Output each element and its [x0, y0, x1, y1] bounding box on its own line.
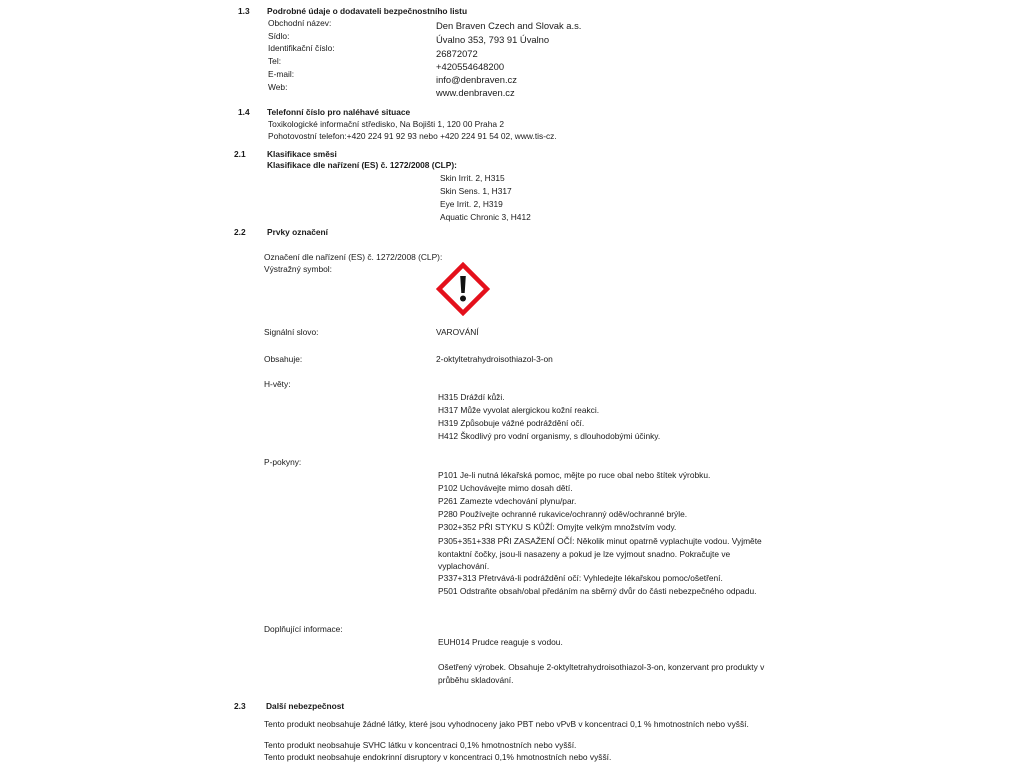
label-id-number: Identifikační číslo: — [268, 43, 335, 53]
p-statement: P337+313 Přetrvává-li podráždění očí: Vyhledejte lékařskou pomoc/ošetření. — [438, 573, 723, 583]
value-email[interactable]: info@denbraven.cz — [436, 74, 517, 85]
other-hazards-line-3: Tento produkt neobsahuje endokrinní disruptory v koncentraci 0,1% hmotnostních nebo vyšší. — [264, 752, 612, 762]
section-title-other-hazards: Další nebezpečnost — [266, 701, 345, 711]
section-title-emergency: Telefonní číslo pro naléhavé situace — [267, 107, 411, 117]
contains-value: 2-oktyltetrahydroisothiazol-3-on — [436, 354, 553, 364]
p-statement: P305+351+338 PŘI ZASAŽENÍ OČÍ: Několik minut opatrně vyplachujte vodou. Vyjměte kontaktní čočky, jsou-li nasazeny a pokud je lze vyjmout snadno. Pokračujte ve vyplachování. — [438, 536, 762, 572]
section-number-1-3: 1.3 — [238, 6, 250, 16]
label-trade-name: Obchodní název: — [268, 18, 332, 28]
value-id-number: 26872072 — [436, 48, 478, 59]
label-tel: Tel: — [268, 56, 282, 66]
p-statement: P101 Je-li nutná lékařská pomoc, mějte po ruce obal nebo štítek výrobku. — [438, 470, 711, 480]
supplementary-info-label: Doplňující informace: — [264, 624, 343, 634]
emergency-line-2: Pohotovostní telefon:+420 224 91 92 93 nebo +420 224 91 54 02, www.tis-cz. — [268, 131, 557, 141]
h-statement: H412 Škodlivý pro vodní organismy, s dlouhodobými účinky. — [438, 431, 661, 441]
label-email: E-mail: — [268, 69, 295, 79]
signal-word-label: Signální slovo: — [264, 327, 319, 337]
h-statement: H319 Způsobuje vážné podráždění očí. — [438, 418, 585, 428]
other-hazards-line-2: Tento produkt neobsahuje SVHC látku v koncentraci 0,1% hmotnostních nebo vyšší. — [264, 740, 577, 750]
p-statement: P102 Uchovávejte mimo dosah dětí. — [438, 483, 573, 493]
contains-label: Obsahuje: — [264, 354, 303, 364]
section-number-2-3: 2.3 — [234, 701, 246, 711]
section-title-classification: Klasifikace směsi — [267, 149, 337, 159]
classification-subtitle: Klasifikace dle nařízení (ES) č. 1272/2008 (CLP): — [267, 160, 457, 170]
emergency-line-1: Toxikologické informační středisko, Na Bojišti 1, 120 00 Praha 2 — [268, 119, 505, 129]
p-statement: P280 Používejte ochranné rukavice/ochranný oděv/ochranné brýle. — [438, 509, 688, 519]
section-number-2-2: 2.2 — [234, 227, 246, 237]
p-statement: P261 Zamezte vdechování plynu/par. — [438, 496, 577, 506]
value-tel: +420554648200 — [436, 61, 505, 72]
h-statement: H315 Dráždí kůži. — [438, 392, 505, 402]
label-address: Sídlo: — [268, 31, 290, 41]
classification-item: Eye Irrit. 2, H319 — [440, 199, 503, 209]
section-title-supplier: Podrobné údaje o dodavateli bezpečnostního listu — [267, 6, 468, 16]
supplementary-info-euh: EUH014 Prudce reaguje s vodou. — [438, 637, 563, 647]
h-statements-label: H-věty: — [264, 379, 291, 389]
value-address: Úvalno 353, 793 91 Úvalno — [436, 34, 550, 45]
section-number-2-1: 2.1 — [234, 149, 246, 159]
label-web: Web: — [268, 82, 288, 92]
supplementary-info-treated: Ošetřený výrobek. Obsahuje 2-oktyltetrahydroisothiazol-3-on, konzervant pro produkty v průběhu skladování. — [438, 662, 765, 685]
section-number-1-4: 1.4 — [238, 107, 250, 117]
classification-item: Skin Sens. 1, H317 — [440, 186, 512, 196]
classification-item: Skin Irrit. 2, H315 — [440, 173, 505, 183]
p-statement: P501 Odstraňte obsah/obal předáním na sběrný dvůr do části nebezpečného odpadu. — [438, 586, 757, 596]
other-hazards-line-1: Tento produkt neobsahuje žádné látky, které jsou vyhodnoceny jako PBT nebo vPvB v koncentraci 0,1 % hmotnostních nebo vyšší. — [264, 719, 749, 729]
clp-label: Označení dle nařízení (ES) č. 1272/2008 (CLP): — [264, 252, 443, 262]
hazard-symbol-label: Výstražný symbol: — [264, 264, 332, 274]
value-web[interactable]: www.denbraven.cz — [436, 87, 515, 98]
classification-item: Aquatic Chronic 3, H412 — [440, 212, 531, 222]
section-title-label-elements: Prvky označení — [267, 227, 328, 237]
ghs07-exclamation-icon — [436, 262, 490, 316]
h-statement: H317 Může vyvolat alergickou kožní reakci. — [438, 405, 600, 415]
signal-word-value: VAROVÁNÍ — [436, 327, 479, 337]
p-statements-label: P-pokyny: — [264, 457, 302, 467]
value-trade-name: Den Braven Czech and Slovak a.s. — [436, 20, 582, 31]
p-statement: P302+352 PŘI STYKU S KŮŽÍ: Omyjte velkým množstvím vody. — [438, 522, 677, 532]
